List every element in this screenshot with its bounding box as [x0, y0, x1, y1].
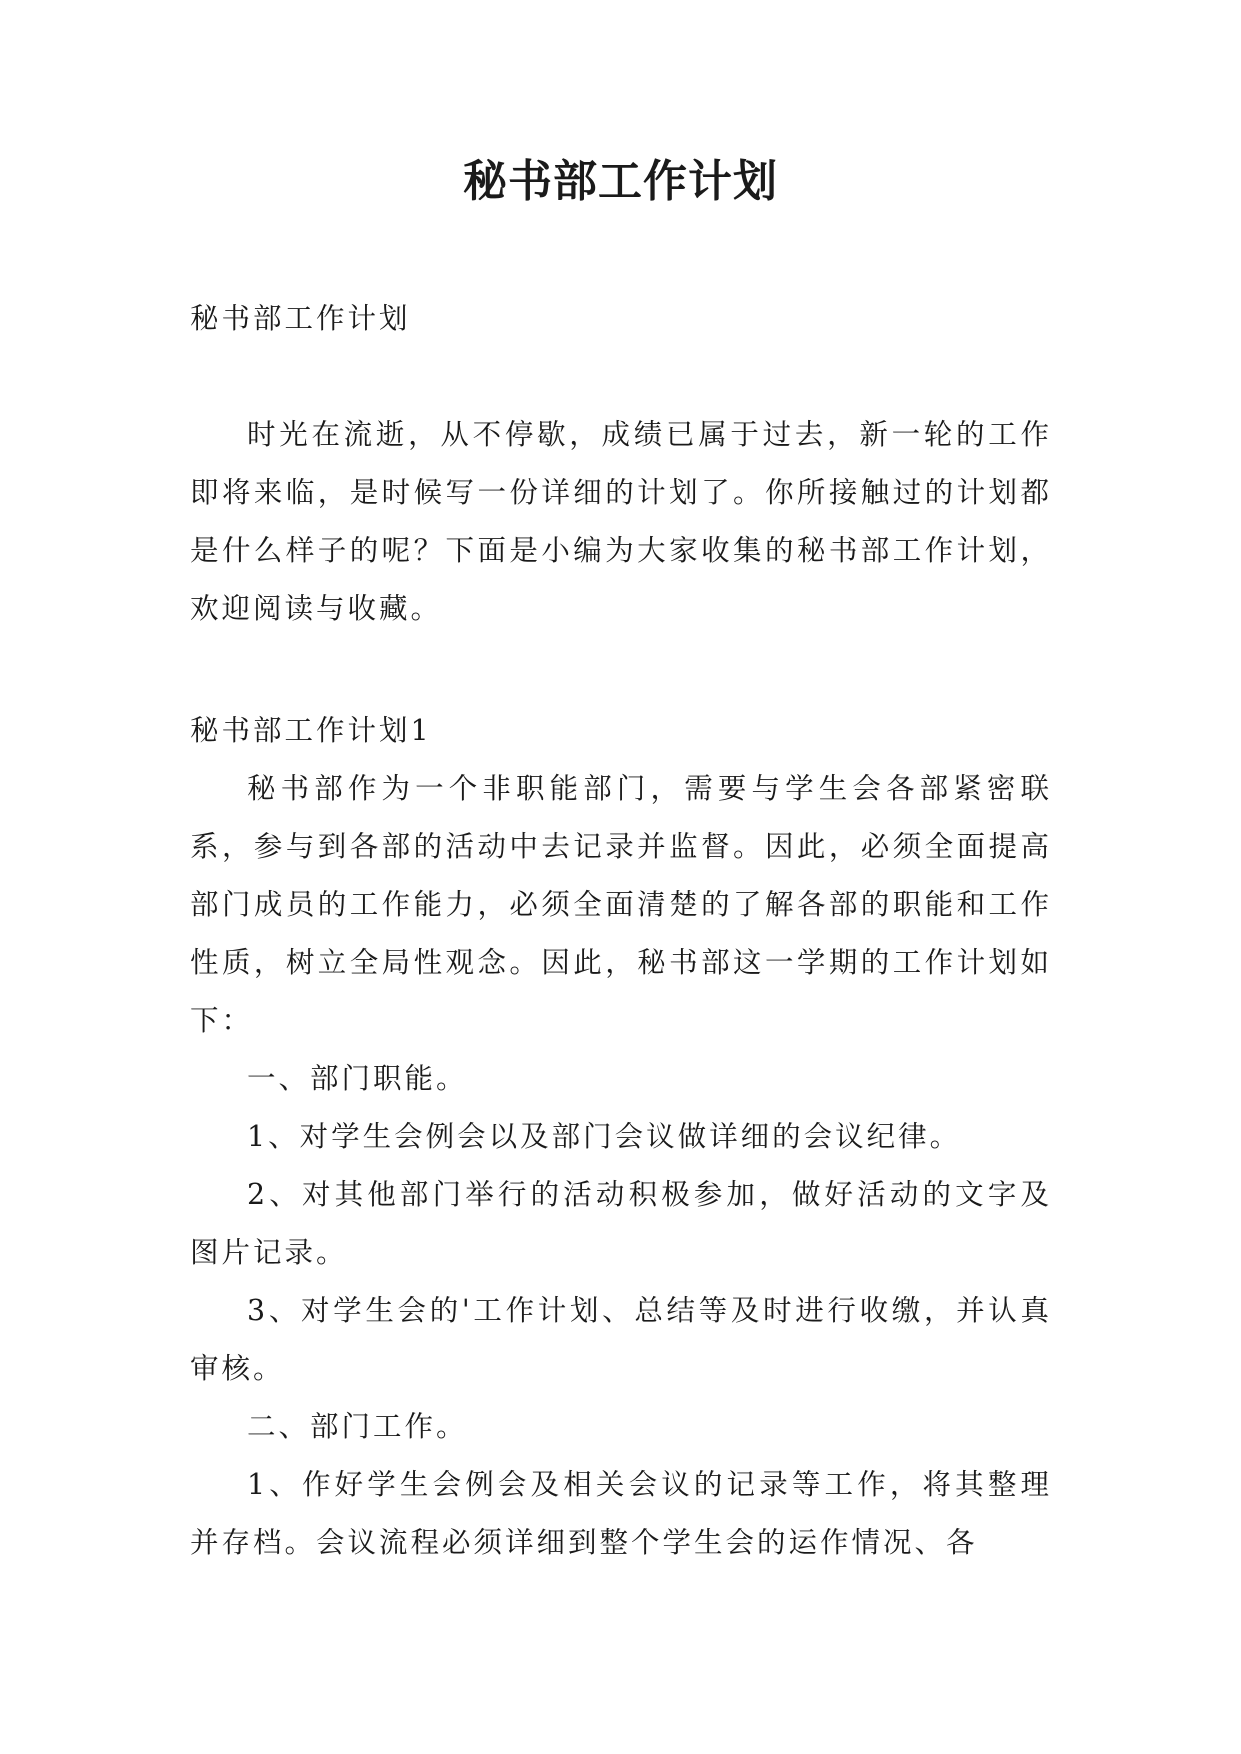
section-heading: 秘书部工作计划1	[190, 714, 432, 747]
spacer	[190, 638, 1052, 702]
body-paragraph: 秘书部作为一个非职能部门，需要与学生会各部紧密联系，参与到各部的活动中去记录并监督。因此，必须全面提高部门成员的工作能力，必须全面清楚的了解各部的职能和工作性质，树立全局性观念。因此，秘书部这一学期的工作计划如下：	[190, 772, 1052, 1037]
intro-paragraph: 时光在流逝，从不停歇，成绩已属于过去，新一轮的工作即将来临，是时候写一份详细的计划了。你所接触过的计划都是什么样子的呢？下面是小编为大家收集的秘书部工作计划，欢迎阅读与收藏。	[190, 418, 1052, 625]
body-paragraph: 3、对学生会的'工作计划、总结等及时进行收缴，并认真审核。	[190, 1294, 1052, 1385]
body-paragraph: 一、部门职能。	[247, 1062, 468, 1095]
body-paragraph: 1、对学生会例会以及部门会议做详细的会议纪律。	[247, 1120, 962, 1153]
spacer	[190, 348, 1052, 406]
document-body	[190, 290, 1052, 1572]
body-paragraph: 1、作好学生会例会及相关会议的记录等工作，将其整理并存档。会议流程必须详细到整个学生会的运作情况、各	[190, 1468, 1052, 1559]
document-subtitle: 秘书部工作计划	[190, 302, 411, 335]
body-paragraph: 2、对其他部门举行的活动积极参加，做好活动的文字及图片记录。	[190, 1178, 1052, 1269]
document-title: 秘书部工作计划	[463, 156, 778, 207]
body-paragraph: 二、部门工作。	[247, 1410, 468, 1443]
